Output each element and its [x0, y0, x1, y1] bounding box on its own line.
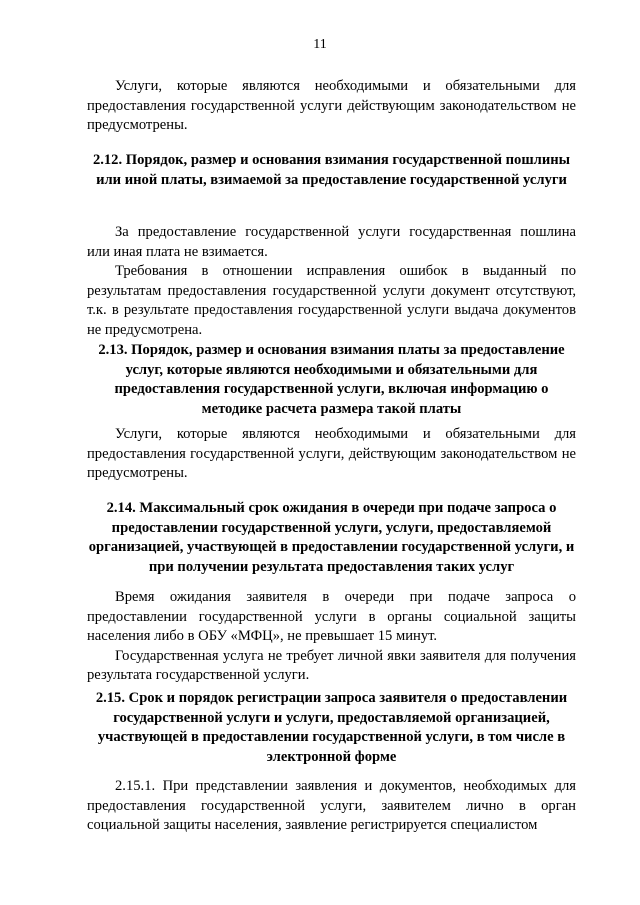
paragraph-no-fee: За предоставление государственной услуги государственная пошлина или иная плата не взимается. — [87, 224, 576, 260]
paragraph-no-personal-presence: Государственная услуга не требует личной явки заявителя для получения результата государственной услуги. — [87, 647, 576, 683]
paragraph-text: Услуги, которые являются необходимыми и обязательными для предоставления государственной услуги действующим законодательством не предусмотрены. — [87, 78, 576, 133]
heading-2-14: 2.14. Максимальный срок ожидания в очереди при подаче запроса о предоставлении государственной услуги, услуги, предоставляемой организацией, участвующей в предоставлении государственной услуги, и при получении результата предоставления таких услуг — [88, 500, 575, 575]
paragraph-services-not-provided-1 — [87, 77, 576, 136]
heading-2-13: 2.13. Порядок, размер и основания взимания платы за предоставление услуг, которые являются необходимыми и обязательными для предоставления государственной услуги, включая информацию о методике расчета размера такой платы — [98, 342, 565, 417]
paragraph-text: Услуги, которые являются необходимыми и обязательными для предоставления государственной услуги, действующим законодательством не предусмотрены. — [87, 426, 576, 481]
paragraph-registration: 2.15.1. При представлении заявления и документов, необходимых для предоставления государственной услуги, заявителем лично в орган социальной защиты населения, заявление регистрируется специалистом — [87, 778, 576, 833]
page-number: 11 — [313, 37, 327, 52]
paragraph-2-15-1 — [87, 777, 576, 836]
paragraph-services-not-provided-2 — [87, 425, 576, 484]
paragraph-error-correction: Требования в отношении исправления ошибок в выданный по результатам предоставления государственной услуги документ отсутствуют, т.к. в результате предоставления государственной услуги выдача документов не предусмотрена. — [87, 263, 576, 338]
paragraph-group-2-12 — [87, 223, 576, 340]
paragraph-group-2-14 — [87, 588, 576, 686]
heading-2-12: 2.12. Порядок, размер и основания взимания государственной пошлины или иной платы, взимаемой за предоставление государственной услуги — [92, 152, 571, 188]
paragraph-waiting-time: Время ожидания заявителя в очереди при подаче запроса о предоставлении государственной услуги в органы социальной защиты населения либо в ОБУ «МФЦ», не превышает 15 минут. — [87, 589, 576, 644]
heading-2-15: 2.15. Срок и порядок регистрации запроса заявителя о предоставлении государственной услуги и услуги, предоставляемой организацией, участвующей в предоставлении государственной услуги, в том числе в электронной форме — [95, 690, 568, 765]
